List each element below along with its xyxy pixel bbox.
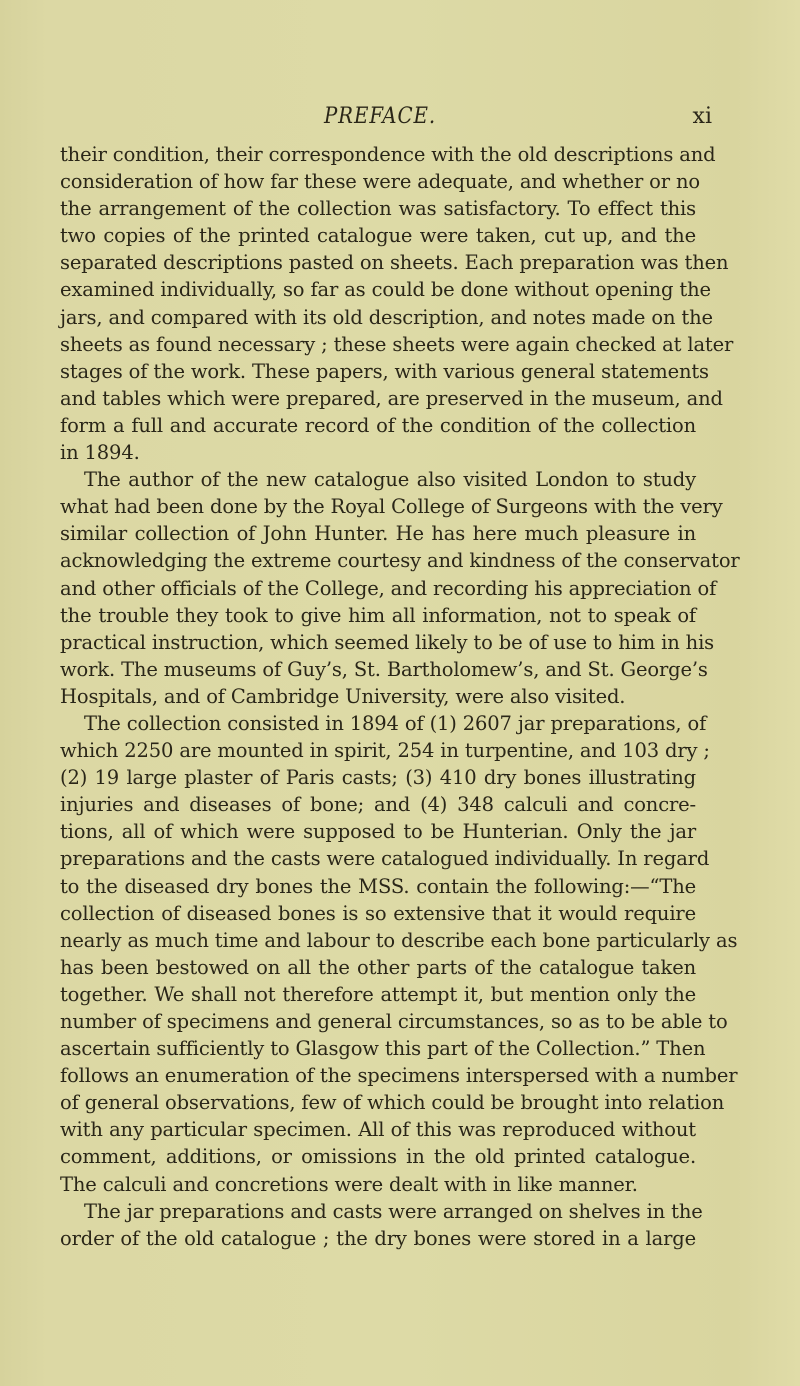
text-line: The calculi and concretions were dealt with in like manner. <box>60 1172 638 1196</box>
text-line: and tables which were prepared, are preserved in the museum, and <box>60 386 723 410</box>
text-line: examined individually, so far as could be done without opening the <box>60 278 711 302</box>
text-line: tions, all of which were supposed to be Hunterian. Only the jar <box>60 820 696 844</box>
text-line: form a full and accurate record of the condition of the collection <box>60 413 696 437</box>
text-line: the trouble they took to give him all information, not to speak of <box>60 603 696 627</box>
text-line: The jar preparations and casts were arranged on shelves in the <box>84 1199 703 1223</box>
text-line: consideration of how far these were adequate, and whether or no <box>60 170 700 194</box>
text-line: comment, additions, or omissions in the old printed catalogue. <box>60 1145 696 1169</box>
text-line: injuries and diseases of bone; and (4) 348 calculi and concre- <box>60 793 696 817</box>
text-line: their condition, their correspondence with the old descriptions and <box>60 143 716 166</box>
running-head <box>60 104 712 134</box>
text-line: preparations and the casts were catalogued individually. In regard <box>60 847 710 871</box>
text-line: collection of diseased bones is so extensive that it would require <box>60 901 696 925</box>
text-line: The author of the new catalogue also visited London to study <box>84 468 696 492</box>
text-line: order of the old catalogue ; the dry bones were stored in a large <box>60 1226 696 1250</box>
text-line: ascertain sufficiently to Glasgow this part of the Collection.” Then <box>60 1037 706 1061</box>
text-line: of general observations, few of which could be brought into relation <box>60 1091 725 1115</box>
text-line: to the diseased dry bones the MSS. contain the following:—“The <box>60 874 696 898</box>
body-text <box>60 141 740 1252</box>
text-line: in 1894. <box>60 441 140 465</box>
text-line: sheets as found necessary ; these sheets were again checked at later <box>60 332 734 356</box>
text-line: stages of the work. These papers, with various general statements <box>60 359 709 383</box>
text-line: together. We shall not therefore attempt it, but mention only the <box>60 982 696 1006</box>
text-line: which 2250 are mounted in spirit, 254 in turpentine, and 103 dry ; <box>60 739 710 763</box>
text-line: nearly as much time and labour to describe each bone particularly as <box>60 928 738 952</box>
text-line: what had been done by the Royal College of Surgeons with the very <box>60 495 723 519</box>
text-line: acknowledging the extreme courtesy and kindness of the conservator <box>60 549 740 573</box>
text-line: similar collection of John Hunter. He has here much pleasure in <box>60 522 696 546</box>
text-line: jars, and compared with its old description, and notes made on the <box>60 305 713 329</box>
running-title: PREFACE. <box>323 104 437 129</box>
text-line: follows an enumeration of the specimens interspersed with a number <box>60 1064 738 1088</box>
text-line: two copies of the printed catalogue were taken, cut up, and the <box>60 224 696 248</box>
text-line: The collection consisted in 1894 of (1) 2607 jar preparations, of <box>84 711 707 735</box>
text-line: has been bestowed on all the other parts of the catalogue taken <box>60 955 696 979</box>
text-line: and other officials of the College, and recording his appreciation of <box>60 576 717 600</box>
text-line: practical instruction, which seemed likely to be of use to him in his <box>60 630 715 654</box>
text-line: work. The museums of Guy’s, St. Bartholomew’s, and St. George’s <box>60 657 708 681</box>
text-line: the arrangement of the collection was satisfactory. To effect this <box>60 197 696 221</box>
text-line: separated descriptions pasted on sheets. Each preparation was then <box>60 251 729 275</box>
text-line: (2) 19 large plaster of Paris casts; (3) 410 dry bones illustrating <box>60 766 696 790</box>
text-line: with any particular specimen. All of this was reproduced without <box>60 1118 696 1142</box>
text-line: Hospitals, and of Cambridge University, were also visited. <box>60 684 626 708</box>
text-line: number of specimens and general circumstances, so as to be able to <box>60 1010 728 1033</box>
page-number: xi <box>692 104 712 129</box>
